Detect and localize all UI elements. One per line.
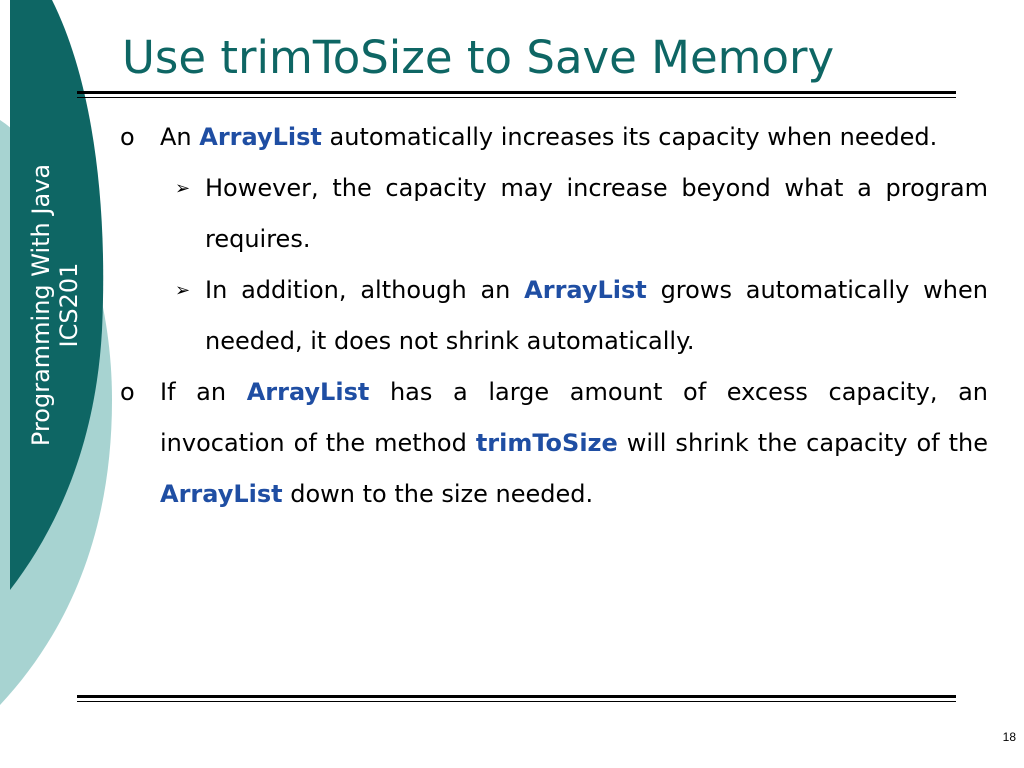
side-banner-course-name: Programming With Java	[27, 163, 55, 447]
bullet-text: down to the size needed.	[282, 480, 594, 508]
bullet-text: In addition, although an	[205, 276, 525, 304]
keyword-arraylist: ArrayList	[160, 480, 283, 508]
bullet-marker: o	[120, 123, 135, 151]
side-banner-text	[27, 105, 83, 505]
page-number: 18	[1002, 730, 1016, 744]
keyword-arraylist: ArrayList	[199, 123, 322, 151]
bullet-item	[120, 112, 988, 163]
sub-bullet-item	[175, 163, 988, 265]
sub-bullet-item	[175, 265, 988, 367]
title-divider	[77, 91, 956, 98]
keyword-arraylist: ArrayList	[246, 378, 370, 406]
arrow-bullet-marker: ➢	[175, 178, 191, 199]
bullet-item	[120, 367, 988, 520]
side-banner-course-code: ICS201	[55, 262, 83, 348]
arrow-bullet-marker: ➢	[175, 280, 191, 301]
bullet-text: will shrink the capacity of the	[617, 429, 988, 457]
bullet-marker: o	[120, 378, 135, 406]
keyword-arraylist: ArrayList	[524, 276, 647, 304]
bullet-text: has a large amount of excess capacity, an invocation of the method	[160, 378, 988, 457]
footer-divider	[77, 695, 956, 702]
keyword-trimtosize: trimToSize	[475, 429, 618, 457]
slide-content	[118, 112, 988, 520]
bullet-text: An	[160, 123, 200, 151]
slide-title: Use trimToSize to Save Memory	[122, 31, 835, 84]
bullet-text: grows automatically when needed, it does not shrink automatically.	[205, 276, 988, 355]
bullet-text: However, the capacity may increase beyond what a program requires.	[205, 174, 988, 253]
bullet-text: automatically increases its capacity when needed.	[321, 123, 938, 151]
bullet-text: If an	[160, 378, 247, 406]
